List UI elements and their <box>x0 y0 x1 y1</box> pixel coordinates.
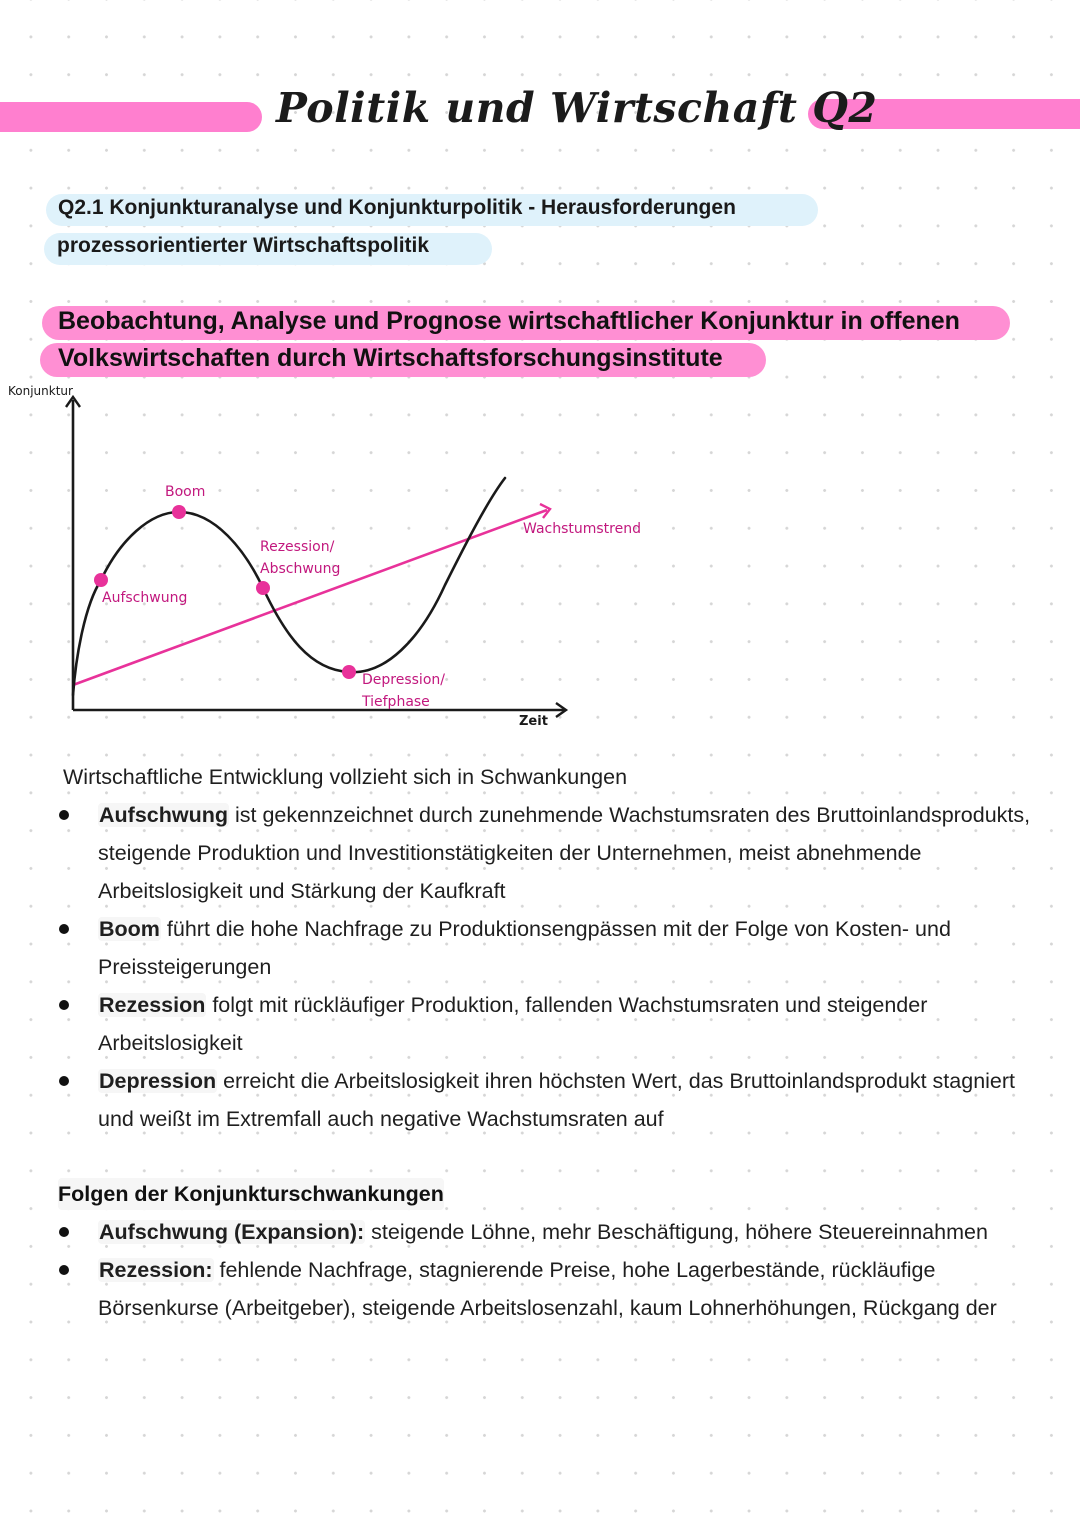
header-band-left <box>0 102 262 132</box>
phase-term: Depression <box>99 1069 217 1093</box>
marker-aufschwung <box>94 573 108 587</box>
list-item <box>56 910 1056 986</box>
heading-line-1: Beobachtung, Analyse und Prognose wirtschaftlicher Konjunktur in offenen <box>58 307 960 335</box>
x-axis-label: Zeit <box>519 714 548 729</box>
phase-text: erreicht die Arbeitslosigkeit ihren höchsten Wert, das Bruttoinlandsprodukt stagniert und weißt im Extremfall auch negative Wachstumsraten auf <box>98 1069 1016 1131</box>
label-abschwung: Abschwung <box>260 561 341 577</box>
business-cycle-chart <box>0 380 680 740</box>
marker-rezession <box>256 581 270 595</box>
consequence-text: steigende Löhne, mehr Beschäftigung, höhere Steuereinnahmen <box>365 1220 988 1244</box>
consequence-term: Rezession: <box>99 1258 213 1282</box>
y-axis <box>66 397 80 710</box>
phase-text: führt die hohe Nachfrage zu Produktionsengpässen mit der Folge von Kosten- und Preissteigerungen <box>98 917 951 979</box>
phase-term: Boom <box>99 917 160 941</box>
topic-line-2: prozessorientierter Wirtschaftspolitik <box>57 234 430 257</box>
trend-label: Wachstumstrend <box>523 521 641 537</box>
intro-text: Wirtschaftliche Entwicklung vollzieht sich in Schwankungen <box>63 765 628 789</box>
label-tiefphase: Tiefphase <box>362 694 430 710</box>
phase-text: folgt mit rückläufiger Produktion, fallenden Wachstumsraten und steigender Arbeitslosigkeit <box>98 993 928 1055</box>
phase-term: Aufschwung <box>99 803 228 827</box>
heading-line-2: Volkswirtschaften durch Wirtschaftsforschungsinstitute <box>58 344 723 372</box>
phase-list <box>56 796 1056 1138</box>
list-item <box>56 986 1056 1062</box>
phase-text: ist gekennzeichnet durch zunehmende Wachstumsraten des Bruttoinlandsprodukts, steigende Produktion und Investitionstätigkeiten der Unternehmen, meist abnehmende Arbeitslosigkeit und Stärkung der Kaufkraft <box>98 803 1031 903</box>
label-boom: Boom <box>165 484 206 500</box>
list-item <box>56 1213 1026 1251</box>
y-axis-label: Konjunktur <box>8 384 73 398</box>
page-title: Politik und Wirtschaft Q2 <box>276 84 878 132</box>
label-rezession: Rezession/ <box>260 539 335 555</box>
consequence-list <box>56 1213 1026 1327</box>
consequence-text: fehlende Nachfrage, stagnierende Preise, hohe Lagerbestände, rückläufige Börsenkurse (Arbeitgeber), steigende Arbeitslosenzahl, kaum Lohnerhöhungen, Rückgang der <box>98 1258 997 1320</box>
topic-line-1: Q2.1 Konjunkturanalyse und Konjunkturpolitik - Herausforderungen <box>58 196 736 219</box>
section-title: Folgen der Konjunkturschwankungen <box>58 1178 444 1210</box>
marker-boom <box>172 505 186 519</box>
label-depression: Depression/ <box>362 672 445 688</box>
list-item <box>56 796 1056 910</box>
list-item <box>56 1251 1026 1327</box>
list-item <box>56 1062 1056 1138</box>
marker-depression <box>342 665 356 679</box>
consequence-term: Aufschwung (Expansion): <box>99 1220 365 1244</box>
label-aufschwung: Aufschwung <box>102 590 188 606</box>
phase-term: Rezession <box>99 993 206 1017</box>
x-axis <box>73 703 566 717</box>
